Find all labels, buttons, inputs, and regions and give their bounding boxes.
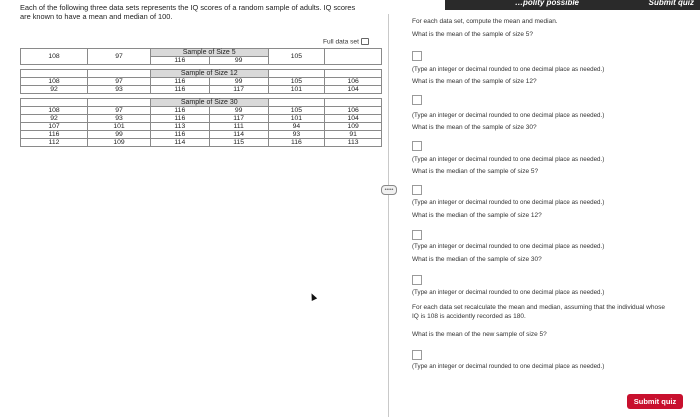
table-cell: 99	[88, 131, 151, 139]
answer-hint: (Type an integer or decimal rounded to one decimal place as needed.)	[412, 363, 605, 370]
full-data-set-label: Full data set	[323, 38, 359, 46]
answer-input-median-size-5[interactable]	[412, 185, 422, 195]
table-cell	[325, 49, 382, 65]
question-median-size-30: What is the median of the sample of size 30?	[412, 256, 542, 263]
table-cell: 93	[88, 86, 151, 94]
table-cell: 109	[88, 139, 151, 147]
panel-divider	[388, 14, 389, 417]
table-cell: 93	[268, 131, 325, 139]
question-mean-size-5: What is the mean of the sample of size 5?	[412, 31, 534, 38]
table-cell: 117	[209, 115, 268, 123]
answer-input-median-size-12[interactable]	[412, 230, 422, 240]
answer-input-new-mean-size-5[interactable]	[412, 350, 422, 360]
table-cell: 99	[209, 57, 268, 65]
table-cell: 97	[88, 107, 151, 115]
table-cell: 104	[325, 86, 382, 94]
table-row	[21, 99, 382, 107]
table-cell: 105	[268, 49, 325, 65]
answer-hint: (Type an integer or decimal rounded to one decimal place as needed.)	[412, 243, 605, 250]
table-cell: 112	[21, 139, 88, 147]
table-cell: 93	[88, 115, 151, 123]
intro-text: Each of the following three data sets represents the IQ scores of a random sample of adults. IQ scores are known to have a mean and median of 100.	[20, 3, 356, 21]
table-cell: 114	[209, 131, 268, 139]
table-caption: Sample of Size 12	[150, 70, 268, 78]
table-cell: 105	[268, 107, 325, 115]
question-mean-size-12: What is the mean of the sample of size 12?	[412, 78, 537, 85]
question-mean-size-30: What is the mean of the sample of size 30?	[412, 124, 537, 131]
table-cell: 106	[325, 78, 382, 86]
table-sample-size-30	[20, 98, 382, 147]
table-cell	[325, 70, 382, 78]
answer-hint: (Type an integer or decimal rounded to one decimal place as needed.)	[412, 112, 605, 119]
table-cell: 97	[88, 78, 151, 86]
table-cell: 116	[268, 139, 325, 147]
recalc-instruction-line1: For each data set recalculate the mean and median, assuming that the individual whose	[412, 304, 665, 311]
table-row	[21, 131, 382, 139]
table-row	[21, 107, 382, 115]
table-cell: 113	[325, 139, 382, 147]
recalc-instruction-line2: IQ is 108 is accidently recorded as 180.	[412, 313, 526, 320]
table-cell: 114	[150, 139, 209, 147]
table-cell: 116	[150, 131, 209, 139]
answer-input-mean-size-30[interactable]	[412, 141, 422, 151]
table-sample-size-5	[20, 48, 382, 65]
answer-hint: (Type an integer or decimal rounded to one decimal place as needed.)	[412, 199, 605, 206]
table-row	[21, 70, 382, 78]
answer-input-mean-size-5[interactable]	[412, 51, 422, 61]
table-row	[21, 49, 382, 57]
table-cell: 92	[21, 115, 88, 123]
table-cell	[21, 99, 88, 107]
table-cell: 92	[21, 86, 88, 94]
table-row	[21, 115, 382, 123]
answer-hint: (Type an integer or decimal rounded to one decimal place as needed.)	[412, 66, 605, 73]
top-toolbar	[445, 0, 700, 10]
table-cell: 101	[268, 115, 325, 123]
question-median-size-5: What is the median of the sample of size 5?	[412, 168, 539, 175]
table-cell: 99	[209, 107, 268, 115]
table-cell	[88, 99, 151, 107]
table-cell: 113	[150, 123, 209, 131]
table-cell: 108	[21, 78, 88, 86]
table-cell: 101	[88, 123, 151, 131]
table-cell: 108	[21, 49, 88, 65]
table-cell	[268, 70, 325, 78]
table-cell	[325, 99, 382, 107]
table-cell: 115	[209, 139, 268, 147]
table-row	[21, 139, 382, 147]
answer-hint: (Type an integer or decimal rounded to one decimal place as needed.)	[412, 156, 605, 163]
table-cell: 117	[209, 86, 268, 94]
mouse-cursor-icon	[309, 292, 317, 301]
table-cell	[268, 99, 325, 107]
question-median-size-12: What is the median of the sample of size 12?	[412, 212, 542, 219]
table-cell: 116	[21, 131, 88, 139]
table-caption: Sample of Size 30	[150, 99, 268, 107]
answer-input-mean-size-12[interactable]	[412, 95, 422, 105]
table-cell	[21, 70, 88, 78]
copy-icon[interactable]	[361, 38, 369, 45]
table-cell: 111	[209, 123, 268, 131]
table-cell: 91	[325, 131, 382, 139]
table-cell: 116	[150, 86, 209, 94]
table-cell: 107	[21, 123, 88, 131]
table-cell: 101	[268, 86, 325, 94]
full-data-set-link[interactable]	[323, 38, 369, 45]
answer-input-median-size-30[interactable]	[412, 275, 422, 285]
table-cell: 94	[268, 123, 325, 131]
question-new-mean-size-5: What is the mean of the new sample of size 5?	[412, 331, 547, 338]
submit-quiz-button[interactable]: Submit quiz	[627, 394, 683, 409]
table-cell: 99	[209, 78, 268, 86]
table-cell: 104	[325, 115, 382, 123]
right-heading: For each data set, compute the mean and median.	[412, 18, 558, 25]
table-cell: 97	[88, 49, 151, 65]
table-cell: 116	[150, 57, 209, 65]
table-cell: 116	[150, 115, 209, 123]
panel-resize-handle[interactable]: •••••	[381, 185, 397, 195]
answer-hint: (Type an integer or decimal rounded to one decimal place as needed.)	[412, 289, 605, 296]
data-tables	[20, 48, 382, 151]
top-submit-link[interactable]: Submit quiz	[648, 0, 694, 7]
table-cell	[88, 70, 151, 78]
table-cell: 116	[150, 107, 209, 115]
table-cell: 108	[21, 107, 88, 115]
table-cell: 109	[325, 123, 382, 131]
table-cell: 106	[325, 107, 382, 115]
table-row	[21, 123, 382, 131]
table-row	[21, 78, 382, 86]
table-cell: 116	[150, 78, 209, 86]
table-cell: 105	[268, 78, 325, 86]
top-toolbar-label: …polity possible	[515, 0, 580, 7]
table-caption: Sample of Size 5	[150, 49, 268, 57]
table-row	[21, 86, 382, 94]
table-sample-size-12	[20, 69, 382, 94]
